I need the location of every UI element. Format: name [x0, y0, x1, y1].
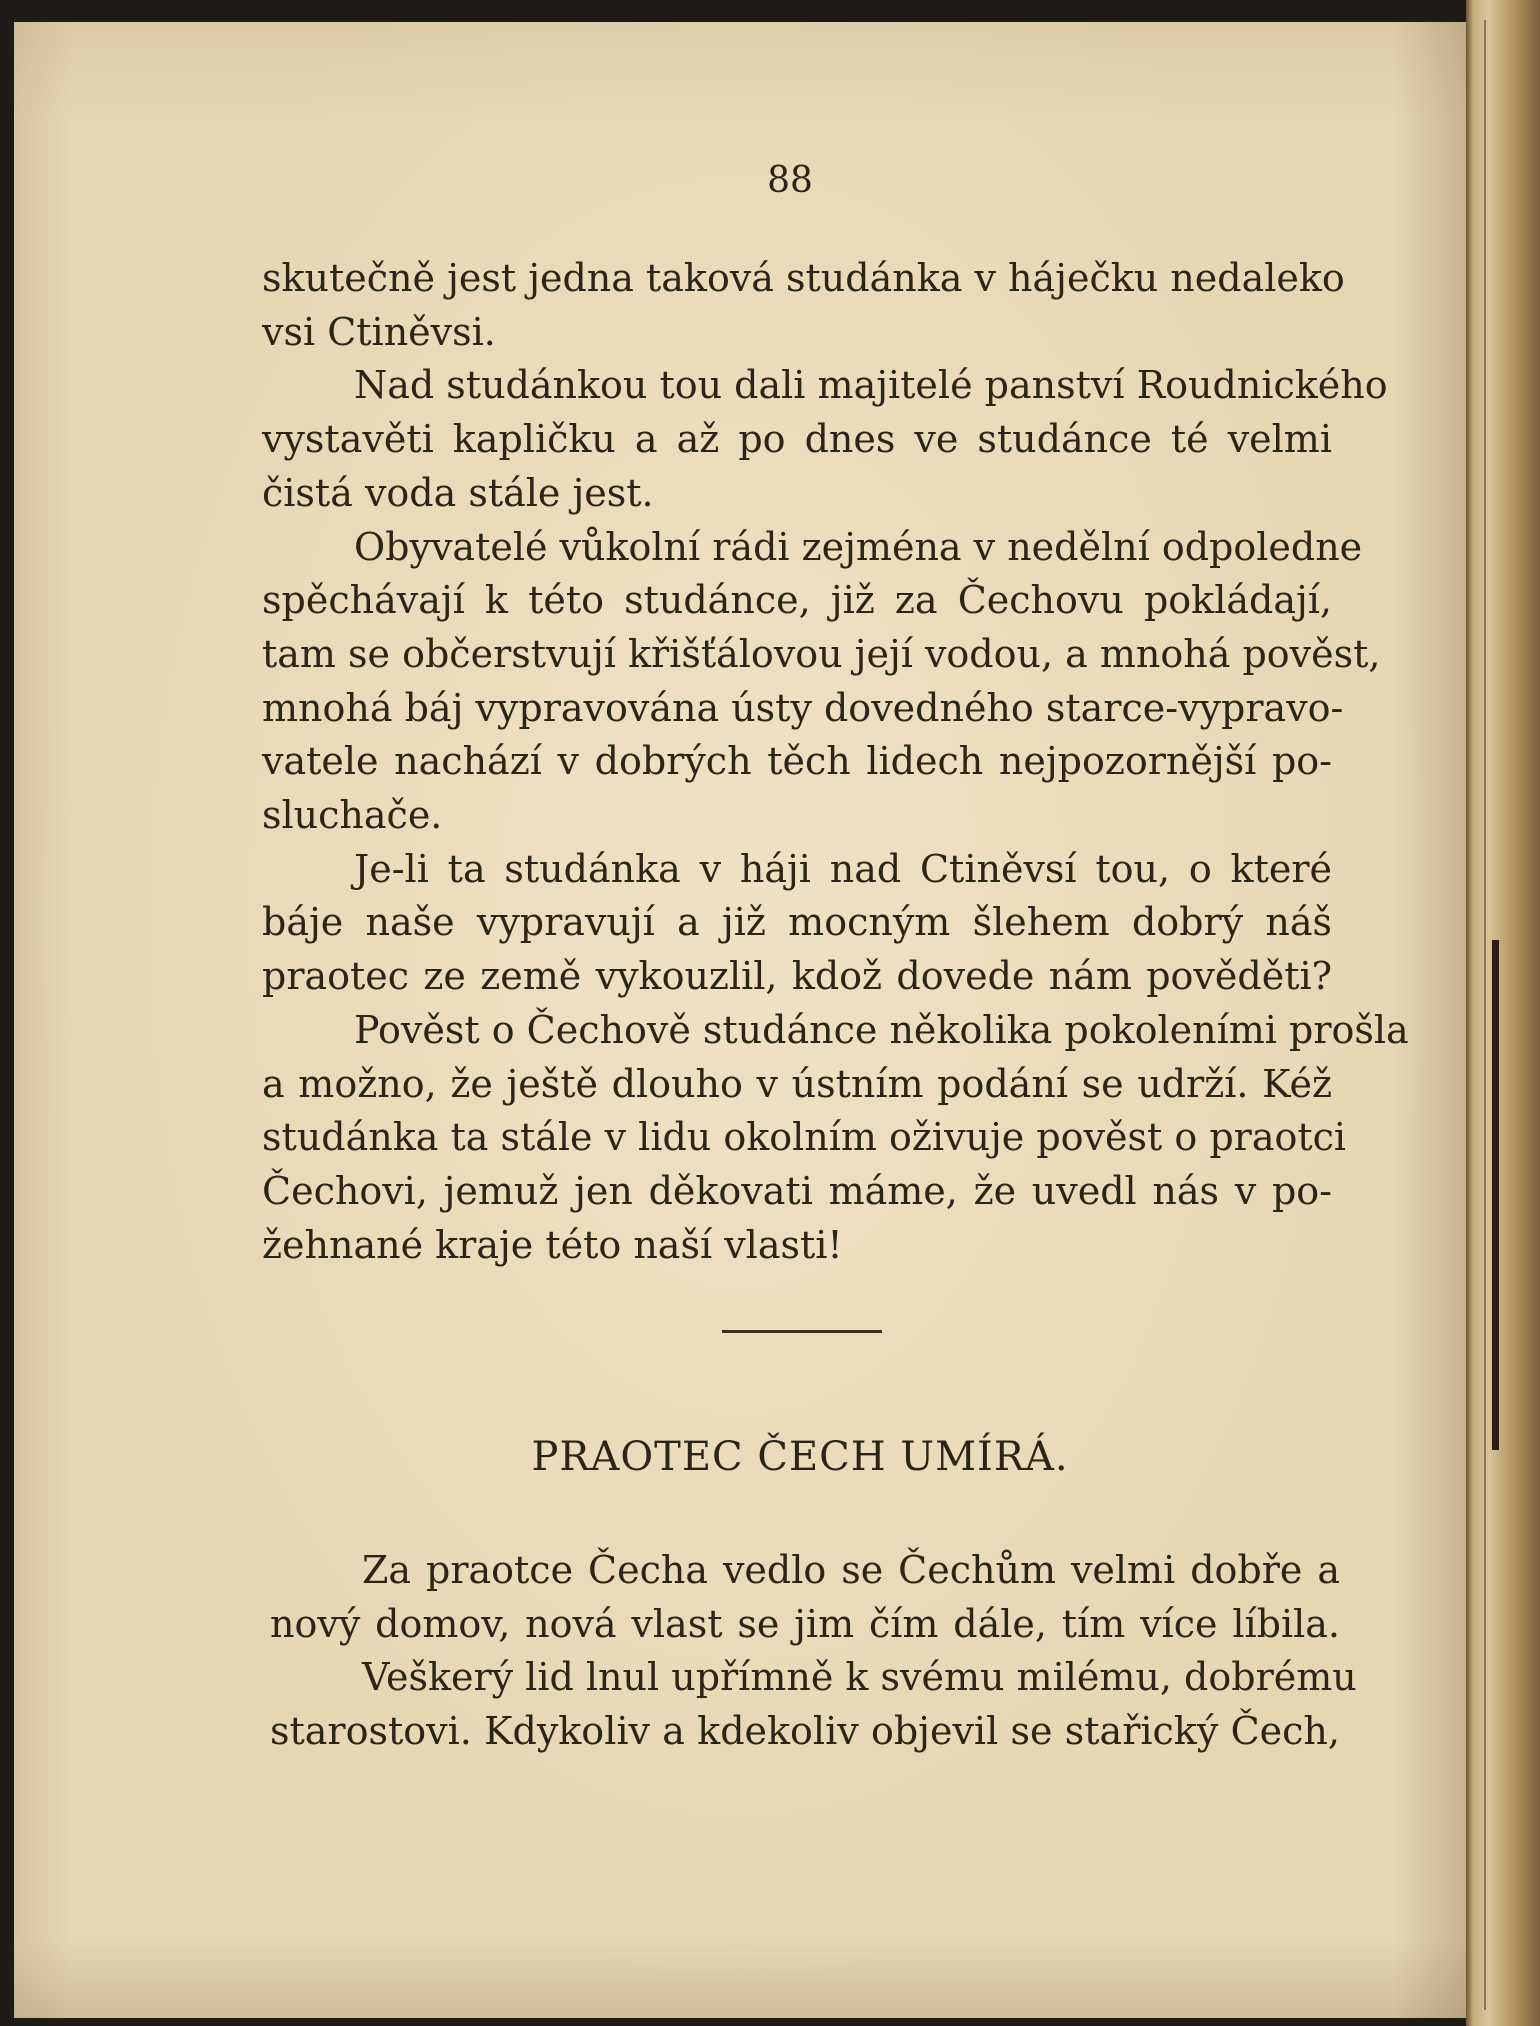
text-line: žehnané kraje této naší vlasti! [262, 1222, 843, 1267]
chapter-heading: PRAOTEC ČECH UMÍRÁ. [531, 1434, 1069, 1480]
text-line: starostovi. Kdykoliv a kdekoliv objevil se stařický Čech, [270, 1709, 1340, 1754]
text-line: mnohá báj vypravována ústy dovedného starce-vypravo- [262, 685, 1344, 730]
edge-shadow-line [1484, 20, 1486, 2010]
text-line: praotec ze země vykouzlil, kdož dovede nám pověděti? [262, 954, 1332, 999]
text-line: skutečně jest jedna taková studánka v háječku nedaleko [262, 256, 1345, 300]
text-line: Nad studánkou tou dali majitelé panství Roudnického [354, 363, 1388, 408]
text-line: čistá voda stále jest. [262, 470, 654, 515]
text-line: studánka ta stále v lidu okolním oživuje pověst o praotci [262, 1115, 1347, 1160]
page-number: 88 [767, 160, 813, 201]
text-line: Pověst o Čechově studánce několika pokoleními prošla [354, 1007, 1409, 1052]
text-line: Za praotce Čecha vedlo se Čechům velmi dobře a [362, 1548, 1340, 1592]
text-line: nový domov, nová vlast se jim čím dále, tím více líbila. [270, 1601, 1340, 1646]
text-line: vsi Ctiněvsi. [262, 309, 496, 354]
book-edge [1466, 0, 1540, 2026]
section-divider [722, 1330, 882, 1333]
text-line: vatele nachází v dobrých těch lidech nejpozornější po- [262, 739, 1332, 784]
text-line: sluchače. [262, 793, 443, 838]
body-text-section-2 [270, 1544, 1357, 1759]
text-line: spěchávají k této studánce, již za Čechovu pokládají, [262, 578, 1332, 623]
text-line: Je-li ta studánka v háji nad Ctiněvsí tou, o které [354, 846, 1332, 891]
text-line: vystavěti kapličku a až po dnes ve studánce té velmi [262, 417, 1332, 462]
text-line: a možno, že ještě dlouho v ústním podání se udrží. Kéž [262, 1061, 1332, 1106]
text-line: báje naše vypravují a již mocným šlehem dobrý náš [262, 900, 1332, 945]
text-line: Obyvatelé vůkolní rádi zejména v nedělní odpoledne [354, 524, 1363, 569]
text-line: tam se občerstvují křišťálovou její vodou, a mnohá pověst, [262, 631, 1381, 676]
bookmark-ribbon [1492, 940, 1499, 1450]
text-line: Veškerý lid lnul upřímně k svému milému, dobrému [362, 1655, 1357, 1700]
body-text-section-1 [262, 252, 1409, 1272]
text-line: Čechovi, jemuž jen děkovati máme, že uvedl nás v po- [262, 1168, 1332, 1213]
